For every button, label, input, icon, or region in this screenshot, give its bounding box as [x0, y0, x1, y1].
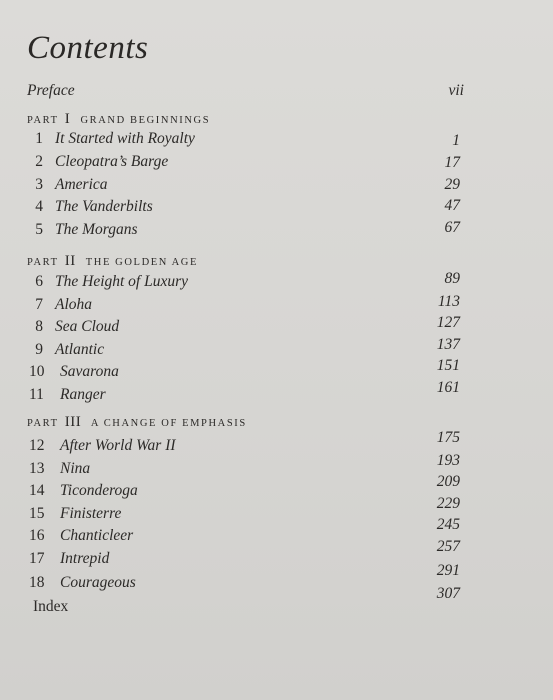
chapter-entry — [27, 130, 460, 150]
chapter-page: 193 — [436, 452, 460, 469]
chapter-number: 16 — [29, 527, 45, 544]
chapter-title: Nina — [60, 460, 91, 477]
chapter-number: 10 — [29, 363, 45, 380]
part-roman: II — [64, 253, 76, 269]
chapter-page: 47 — [444, 197, 460, 214]
chapter-number: 2 — [35, 153, 43, 170]
chapter-number: 11 — [29, 386, 44, 403]
chapter-entry — [27, 176, 460, 196]
chapter-entry — [27, 153, 460, 173]
chapter-page: 29 — [444, 176, 460, 193]
chapter-entry — [27, 429, 460, 457]
chapter-entry — [27, 516, 460, 547]
index-entry: Index — [33, 598, 69, 615]
chapter-page: 257 — [436, 538, 460, 555]
chapter-page: 137 — [436, 336, 460, 353]
chapter-title: Aloha — [55, 296, 93, 313]
chapter-number: 12 — [29, 437, 45, 454]
part-heading-3 — [27, 414, 247, 431]
chapter-title: It Started with Royalty — [55, 130, 195, 147]
part-name: A CHANGE OF EMPHASIS — [90, 418, 247, 429]
chapter-page: 161 — [436, 379, 460, 396]
preface-page: vii — [448, 82, 464, 99]
chapter-number: 1 — [35, 130, 43, 147]
chapter-title: Cleopatra’s Barge — [55, 153, 169, 170]
chapter-title: The Height of Luxury — [55, 273, 189, 290]
chapter-number: 13 — [29, 460, 45, 477]
chapter-page: 291 — [436, 562, 460, 579]
chapter-entry — [27, 314, 460, 338]
page-title: Contents — [27, 30, 149, 66]
chapter-title: Finisterre — [60, 505, 122, 522]
chapter-page: 209 — [436, 473, 460, 490]
part-heading-1 — [27, 111, 210, 128]
chapter-page: 175 — [436, 429, 460, 446]
part-roman: III — [64, 414, 82, 430]
chapter-number: 4 — [35, 198, 43, 215]
chapter-page: 17 — [444, 154, 460, 171]
chapter-entry — [27, 452, 460, 480]
chapter-entry — [27, 293, 460, 316]
chapter-title: Chanticleer — [60, 527, 134, 544]
chapter-title: Sea Cloud — [55, 318, 120, 335]
chapter-number: 18 — [29, 574, 45, 591]
chapter-page: 113 — [437, 293, 460, 310]
chapter-page: 245 — [436, 516, 460, 533]
chapter-title: Savarona — [60, 363, 119, 380]
chapter-page: 89 — [444, 270, 460, 287]
part-name: THE GOLDEN AGE — [85, 257, 198, 268]
part-label: PART — [27, 418, 59, 429]
part-heading-2 — [27, 253, 198, 270]
chapter-number: 14 — [29, 482, 45, 499]
chapter-title: The Morgans — [55, 221, 138, 238]
part-label: PART — [27, 115, 59, 126]
part-label: PART — [27, 257, 59, 268]
chapter-number: 15 — [29, 505, 45, 522]
chapter-title: Atlantic — [55, 341, 105, 358]
chapter-entry — [27, 379, 460, 406]
chapter-page: 229 — [436, 495, 460, 512]
chapter-entry — [27, 495, 460, 525]
chapter-entry — [27, 562, 460, 594]
chapter-entry — [27, 198, 460, 218]
chapter-page: 151 — [436, 357, 460, 374]
chapter-number: 9 — [35, 341, 43, 358]
chapter-number: 17 — [29, 550, 45, 567]
part-roman: I — [64, 111, 71, 127]
part-name: GRAND BEGINNINGS — [80, 115, 211, 126]
chapter-title: The Vanderbilts — [55, 198, 153, 215]
chapter-title: Intrepid — [60, 550, 110, 567]
preface-entry — [27, 82, 464, 100]
chapter-number: 5 — [35, 221, 43, 238]
chapter-entry — [27, 221, 460, 241]
chapter-title: Courageous — [60, 574, 136, 591]
chapter-number: 7 — [35, 296, 43, 313]
chapter-entry — [27, 473, 460, 502]
chapter-entry — [27, 357, 460, 383]
chapter-number: 8 — [35, 318, 43, 335]
chapter-number: 6 — [35, 273, 43, 290]
chapter-number: 3 — [35, 176, 43, 193]
chapter-page: 67 — [444, 219, 460, 236]
chapter-title: After World War II — [60, 437, 176, 454]
preface-label: Preface — [27, 82, 75, 99]
chapter-title: America — [55, 176, 108, 193]
chapter-entry — [27, 270, 460, 293]
chapter-page: 1 — [452, 132, 460, 149]
chapter-entry — [27, 336, 460, 361]
chapter-title: Ranger — [60, 386, 106, 403]
index-page: 307 — [436, 585, 460, 602]
chapter-page: 127 — [436, 314, 460, 331]
chapter-entry — [27, 538, 460, 570]
chapter-title: Ticonderoga — [60, 482, 138, 499]
